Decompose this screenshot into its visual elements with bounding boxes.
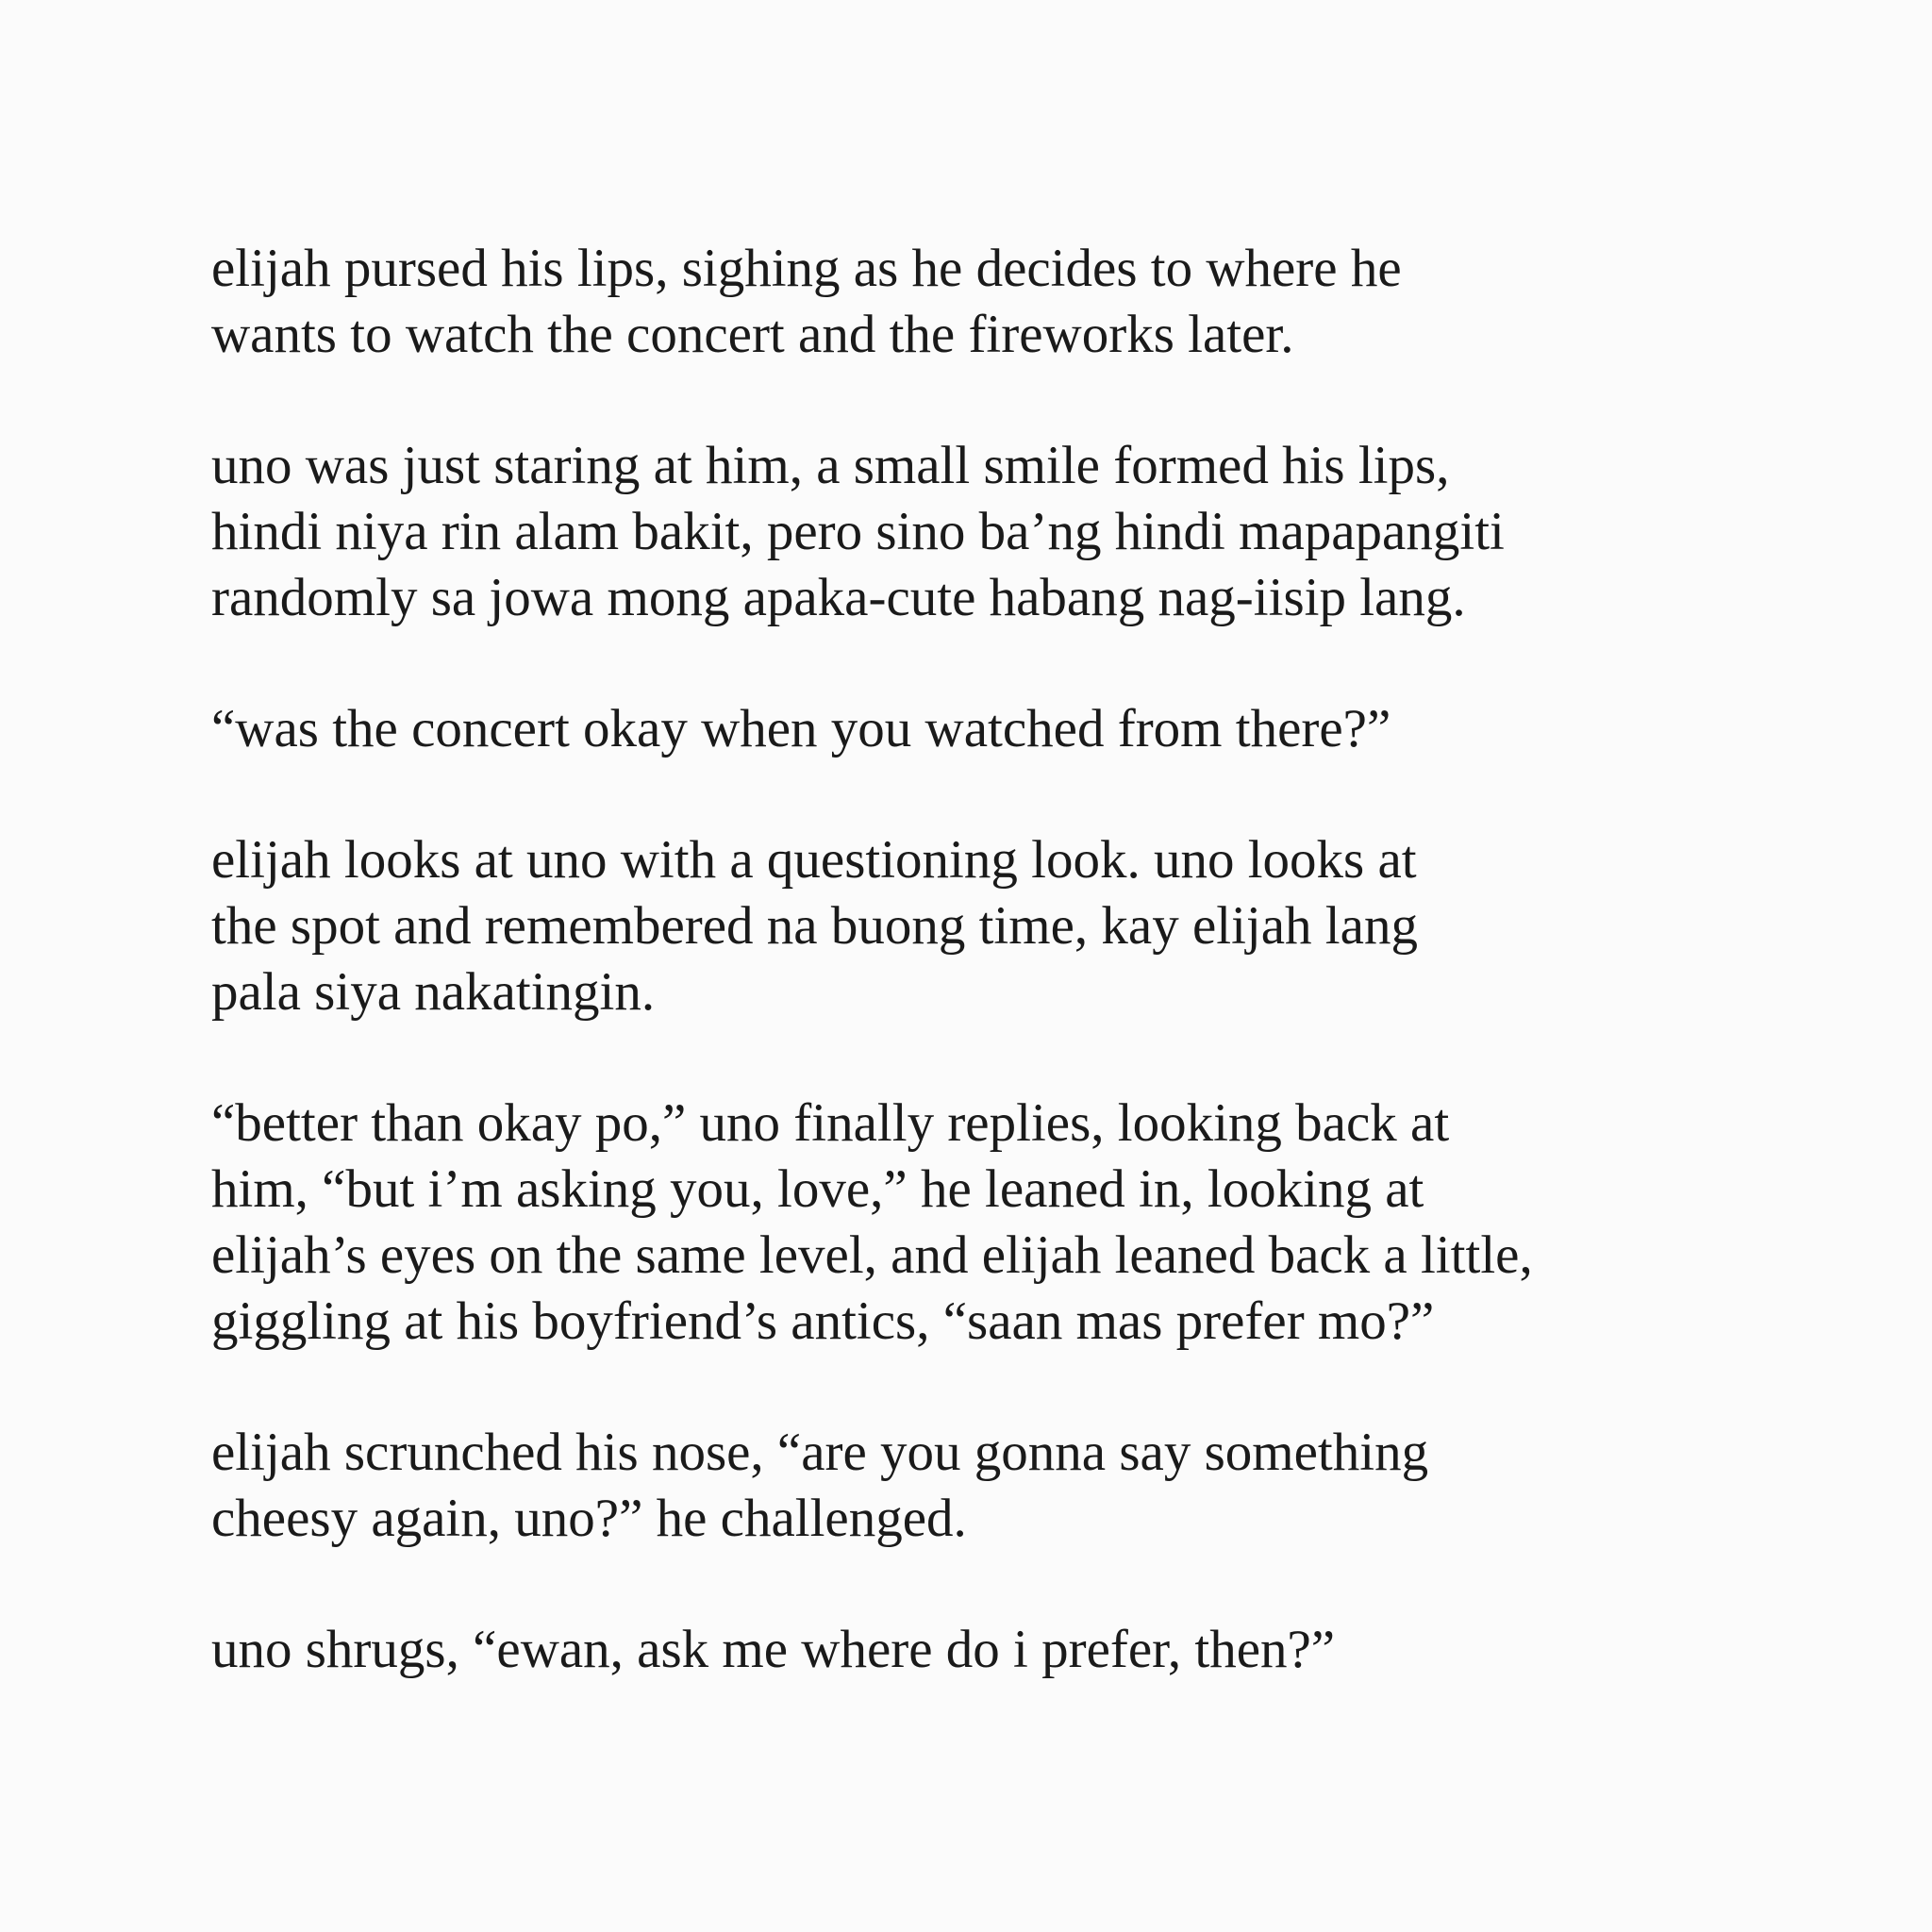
text-line: randomly sa jowa mong apaka-cute habang nag-iisip lang.	[211, 568, 1466, 627]
text-line: elijah scrunched his nose, “are you gonna say something	[211, 1423, 1429, 1482]
text-line: elijah’s eyes on the same level, and elijah leaned back a little,	[211, 1225, 1533, 1285]
paragraph-3	[211, 696, 1758, 762]
text-line: elijah pursed his lips, sighing as he decides to where he	[211, 239, 1402, 298]
paragraph-7	[211, 1617, 1758, 1683]
story-text-page	[211, 236, 1758, 1748]
paragraph-5	[211, 1091, 1758, 1355]
text-line: elijah looks at uno with a questioning look. uno looks at	[211, 830, 1417, 890]
paragraph-2	[211, 433, 1758, 631]
text-line: uno was just staring at him, a small smile formed his lips,	[211, 436, 1450, 495]
paragraph-4	[211, 827, 1758, 1025]
text-line: uno shrugs, “ewan, ask me where do i prefer, then?”	[211, 1620, 1336, 1679]
text-line: the spot and remembered na buong time, kay elijah lang	[211, 896, 1418, 956]
paragraph-1	[211, 236, 1758, 368]
text-line: him, “but i’m asking you, love,” he leaned in, looking at	[211, 1159, 1424, 1219]
text-line: giggling at his boyfriend’s antics, “saan mas prefer mo?”	[211, 1291, 1435, 1351]
text-line: “better than okay po,” uno finally replies, looking back at	[211, 1093, 1450, 1153]
text-line: hindi niya rin alam bakit, pero sino ba’ng hindi mapapangiti	[211, 502, 1505, 561]
text-line: “was the concert okay when you watched from there?”	[211, 699, 1391, 758]
paragraph-6	[211, 1420, 1758, 1552]
text-line: wants to watch the concert and the fireworks later.	[211, 305, 1294, 364]
text-line: cheesy again, uno?” he challenged.	[211, 1489, 967, 1548]
text-line: pala siya nakatingin.	[211, 962, 656, 1022]
